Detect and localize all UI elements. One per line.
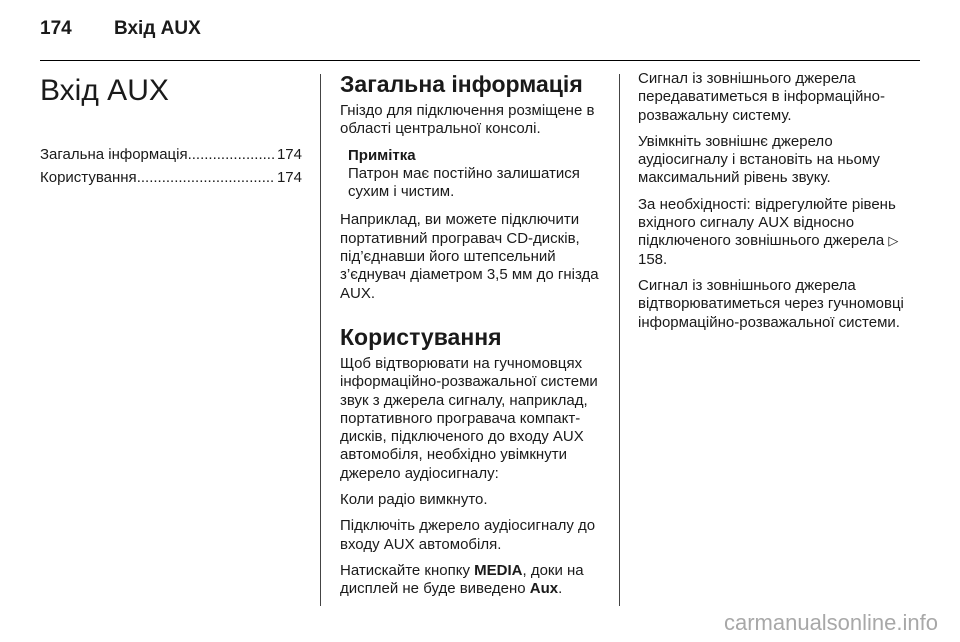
toc-label: Користування — [40, 169, 137, 186]
note-title: Примітка — [348, 146, 416, 164]
toc-column — [40, 70, 302, 190]
toc-entry-general[interactable] — [40, 144, 302, 165]
section-heading-usage: Користування — [340, 323, 502, 350]
aux-display-value: Aux — [529, 580, 559, 598]
toc-leader — [137, 167, 275, 188]
paragraph: Підключіть джерело аудіосигналу до входу AUX автомобіля. — [340, 517, 596, 553]
text-run: Натискайте кнопку — [340, 561, 475, 579]
watermark: carmanualsonline.info — [723, 610, 938, 635]
text-run: За необхідності: відрегулюйте рівень вхідного сигналу AUX відносно підключеного зовнішнього джерела — [638, 195, 896, 250]
reference-page[interactable]: 158. — [638, 250, 668, 268]
chapter-title: Вхід AUX — [40, 74, 169, 107]
section-heading-general: Загальна інформація — [340, 71, 583, 97]
paragraph: Сигнал із зовнішнього джерела передаватиметься в інформаційно-розважальну систему. — [638, 70, 885, 124]
toc-label: Загальна інформація — [40, 146, 188, 163]
paragraph: Увімкніть зовнішнє джерело аудіосигналу і встановіть на ньому максимальний рівень звуку. — [638, 132, 880, 187]
paragraph: Наприклад, ви можете підключити портативний програвач CD-дисків, під’єднавши його штепсельний з’єднувач діаметром 3,5 мм до гнізда AUX. — [340, 211, 599, 302]
column-divider — [619, 74, 620, 606]
note-text: Патрон має постійно залишатися сухим і чистим. — [348, 164, 580, 201]
toc-entry-usage[interactable] — [40, 167, 302, 188]
arrow-reference-icon[interactable]: ▷ — [888, 233, 899, 249]
toc-page: 174 — [276, 146, 302, 163]
note-box — [340, 147, 602, 202]
paragraph: Коли радіо вимкнуто. — [340, 491, 488, 509]
text-run: , доки на дисплей не буде виведено — [340, 561, 584, 598]
paragraph: Щоб відтворювати на гучномовцях інформаційно-розважальної системи звук з джерела сигналу, наприклад, портативного програвача компакт-дисків, підключеного до входу AUX автомобіля, необхідно увімкнути джерело аудіосигналу: — [340, 354, 598, 482]
paragraph: Гніздо для підключення розміщене в області центральної консолі. — [340, 102, 595, 138]
header-title: Вхід AUX — [114, 18, 201, 39]
toc-page: 174 — [276, 169, 302, 186]
media-button-label: MEDIA — [474, 561, 523, 579]
paragraph — [340, 562, 602, 599]
column-divider — [320, 74, 321, 606]
paragraph — [638, 196, 910, 269]
content-column-2 — [340, 70, 602, 607]
toc-leader — [188, 144, 275, 165]
paragraph: Сигнал із зовнішнього джерела відтворюватиметься через гучномовці інформаційно-розважальної системи. — [638, 276, 904, 331]
text-run: . — [558, 580, 563, 598]
content-column-3 — [638, 70, 910, 340]
page-header — [40, 18, 201, 40]
header-divider — [40, 60, 920, 61]
page-number: 174 — [40, 18, 72, 39]
